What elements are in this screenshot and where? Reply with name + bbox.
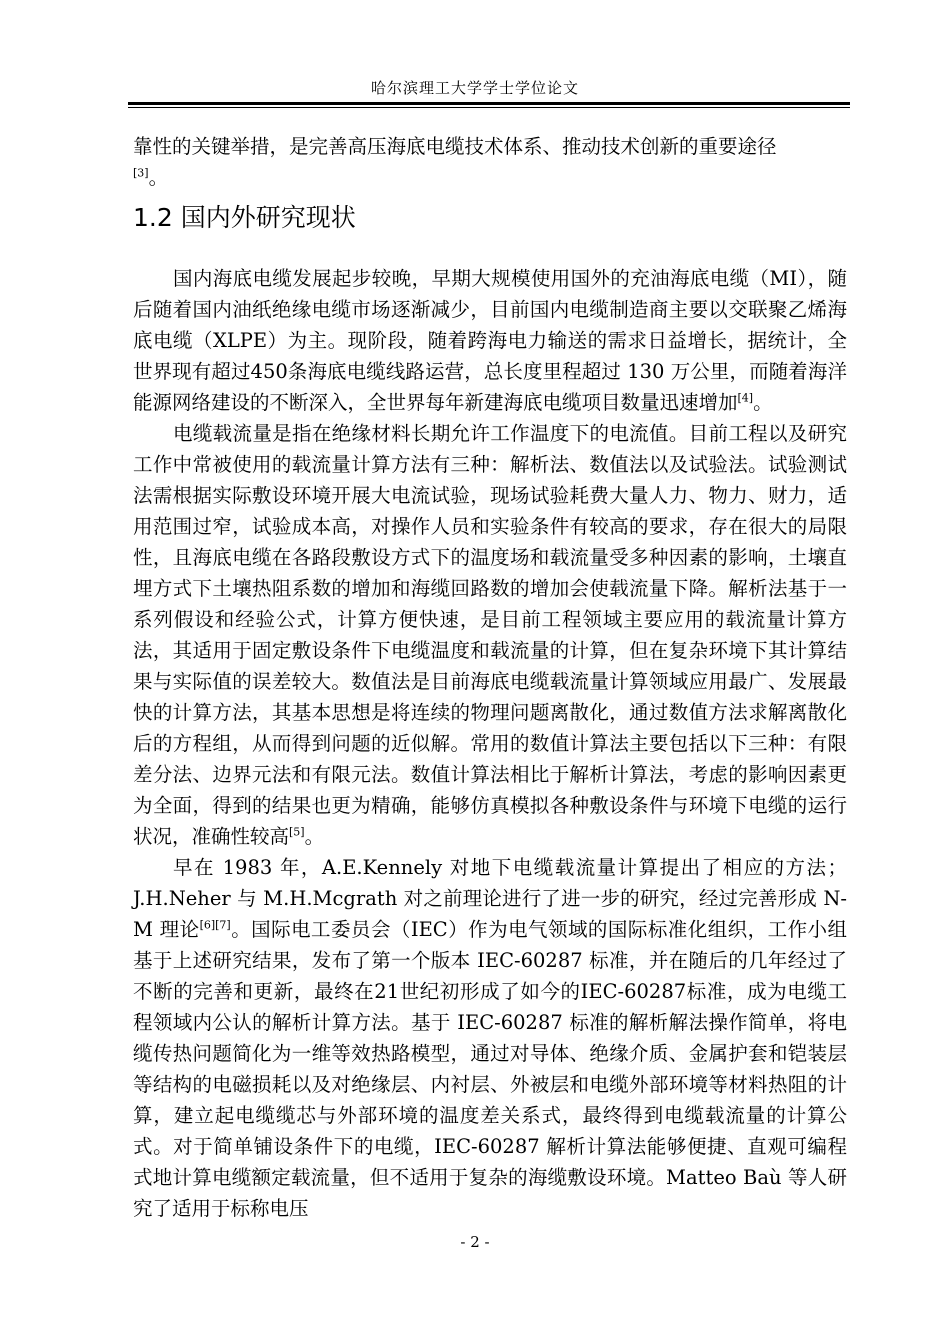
citation-5: [5] bbox=[289, 825, 305, 839]
intro-paragraph bbox=[133, 131, 847, 193]
section-heading: 1.2 国内外研究现状 bbox=[133, 203, 356, 232]
paragraph-3: 早在 1983 年，A.E.Kennely 对地下电缆载流量计算提出了相应的方法；J.H.Neher 与 M.H.Mcgrath 对之前理论进行了进一步的研究，经过完善形成 N-M 理论[6][7]。国际电工委员会（IEC）作为电气领域的国际标准化组织，工作小组基于上述研究结果，发布了第一个版本 IEC-60287 标准，并在随后的几年经过了不断的完善和更新，最终在21世纪初形成了如今的IEC-60287标准，成为电缆工程领域内公认的解析计算方法。基于 IEC-60287 标准的解析解法操作简单，将电缆传热问题简化为一维等效热路模型，通过对导体、绝缘介质、金属护套和铠装层等结构的电磁损耗以及对绝缘层、内衬层、外被层和电缆外部环境等材料热阻的计算，建立起电缆缆芯与外部环境的温度差关系式，最终得到电缆载流量的计算公式。对于简单铺设条件下的电缆，IEC-60287 解析计算法能够便捷、直观可编程式地计算电缆额定载流量，但不适用于复杂的海缆敷设环境。Matteo Baù 等人研究了适用于标称电压 bbox=[133, 856, 847, 1220]
page-number: - 2 - bbox=[460, 1233, 490, 1251]
running-header: 哈尔滨理工大学学士学位论文 bbox=[370, 79, 579, 97]
citation-3: [3] bbox=[133, 166, 149, 180]
header-rule-thick bbox=[128, 102, 850, 105]
header-rule-thin bbox=[128, 107, 850, 108]
citation-4: [4] bbox=[737, 391, 754, 405]
paragraph-1: 国内海底电缆发展起步较晚，早期大规模使用国外的充油海底电缆（MI），随后随着国内油纸绝缘电缆市场逐渐减少，目前国内电缆制造商主要以交联聚乙烯海底电缆（XLPE）为主。现阶段，随着跨海电力输送的需求日益增长，据统计，全世界现有超过450条海底电缆线路运营，总长度里程超过 130 万公里，而随着海洋能源网络建设的不断深入，全世界每年新建海底电缆项目数量迅速增加[4]。 bbox=[133, 267, 847, 414]
body-text bbox=[133, 263, 847, 1224]
paragraph-2: 电缆载流量是指在绝缘材料长期允许工作温度下的电流值。目前工程以及研究工作中常被使用的载流量计算方法有三种：解析法、数值法以及试验法。试验测试法需根据实际敷设环境开展大电流试验，现场试验耗费大量人力、物力、财力，适用范围过窄，试验成本高，对操作人员和实验条件有较高的要求，存在很大的局限性，且海底电缆在各路段敷设方式下的温度场和载流量受多种因素的影响，土壤直埋方式下土壤热阻系数的增加和海缆回路数的增加会使载流量下降。解析法基于一系列假设和经验公式，计算方便快速，是目前工程领域主要应用的载流量计算方法，其适用于固定敷设条件下电缆温度和载流量的计算，但在复杂环境下其计算结果与实际值的误差较大。数值法是目前海底电缆载流量计算领域应用最广、发展最快的计算方法，其基本思想是将连续的物理问题离散化，通过数值方法求解离散化后的方程组，从而得到问题的近似解。常用的数值计算法主要包括以下三种：有限差分法、边界元法和有限元法。数值计算法相比于解析计算法，考虑的影响因素更为全面，得到的结果也更为精确，能够仿真模拟各种敷设条件与环境下电缆的运行状况，准确性较高[5]。 bbox=[133, 422, 847, 848]
intro-text: 靠性的关键举措，是完善高压海底电缆技术体系、推动技术创新的重要途径 [3]。 bbox=[133, 135, 777, 189]
citation-6-7: [6][7] bbox=[199, 918, 231, 932]
